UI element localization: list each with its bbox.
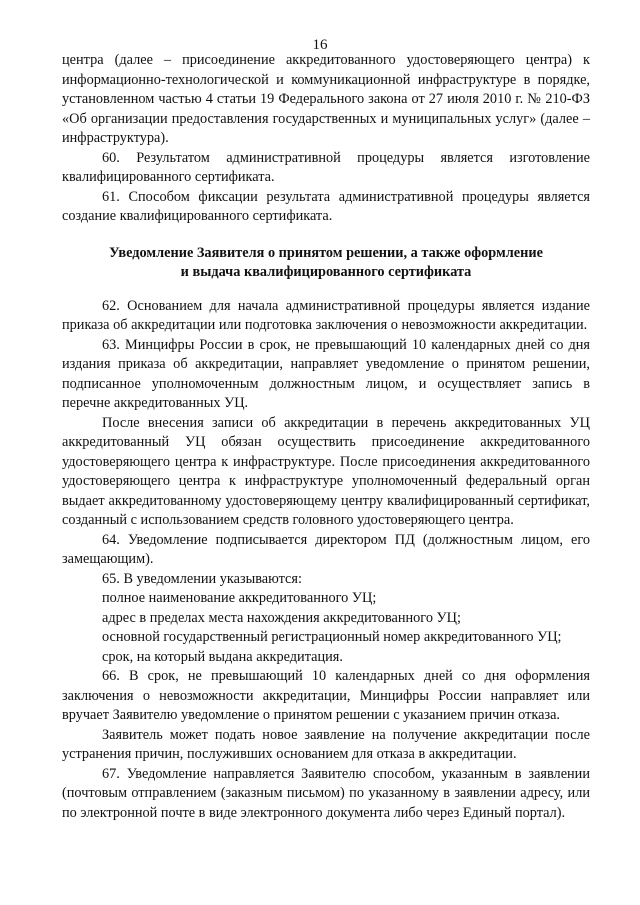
paragraph-64: 64. Уведомление подписывается директором ПД (должностным лицом, его замещающим).	[62, 531, 590, 567]
paragraph-66: 66. В срок, не превышающий 10 календарных дней со дня оформления заключения о невозможности аккредитации, Минцифры России направляет или вручает Заявителю уведомление о принятом решении с указанием причин отказа.	[62, 668, 590, 723]
paragraph-61: 61. Способом фиксации результата административной процедуры является создание квалифицированного сертификата.	[62, 188, 590, 224]
section-heading-line-2: и выдача квалифицированного сертификата	[180, 264, 472, 280]
paragraph-60: 60. Результатом административной процедуры является изготовление квалифицированного сертификата.	[62, 149, 590, 185]
paragraph-62: 62. Основанием для начала административной процедуры является издание приказа об аккредитации или подготовка заключения о невозможности аккредитации.	[62, 297, 590, 333]
list-item-registration-number: основной государственный регистрационный номер аккредитованного УЦ;	[102, 629, 562, 645]
paragraph-66-continuation: Заявитель может подать новое заявление на получение аккредитации после устранения причин, послуживших основанием для отказа в аккредитации.	[62, 726, 590, 762]
paragraph-65: 65. В уведомлении указываются:	[102, 570, 302, 587]
list-item-full-name: полное наименование аккредитованного УЦ;	[102, 590, 377, 606]
page-number: 16	[312, 37, 328, 53]
section-heading	[62, 244, 590, 283]
document-body	[62, 51, 590, 823]
section-heading-line-1: Уведомление Заявителя о принятом решении, а также оформление	[109, 244, 543, 261]
list-item-term: срок, на который выдана аккредитация.	[102, 648, 343, 665]
list-item-address: адрес в пределах места нахождения аккредитованного УЦ;	[102, 609, 461, 626]
paragraph-63-continuation: После внесения записи об аккредитации в перечень аккредитованных УЦ аккредитованный УЦ обязан осуществить присоединение аккредитованного удостоверяющего центра к инфраструктуре. После присоединения аккредитованного удостоверяющего центра к инфраструктуре уполномоченный федеральный орган выдает аккредитованному удостоверяющему центру квалифицированный сертификат, созданный с использованием средств головного удостоверяющего центра.	[62, 414, 590, 528]
paragraph-continuation: центра (далее – присоединение аккредитованного удостоверяющего центра) к информационно-технологической и коммуникационной инфраструктуре в порядке, установленном частью 4 статьи 19 Федерального закона от 27 июля 2010 г. № 210-ФЗ «Об организации предоставления государственных и муниципальных услуг» (далее – инфраструктура).	[62, 52, 590, 146]
paragraph-63: 63. Минцифры России в срок, не превышающий 10 календарных дней со дня издания приказа об аккредитации, направляет уведомление о принятом решении, подписанное уполномоченным должностным лицом, и осуществляет запись в перечне аккредитованных УЦ.	[62, 336, 590, 411]
paragraph-67: 67. Уведомление направляется Заявителю способом, указанным в заявлении (почтовым отправлением (заказным письмом) по указанному в заявлении адресу, или по электронной почте в виде электронного документа либо через Единый портал).	[62, 765, 590, 821]
